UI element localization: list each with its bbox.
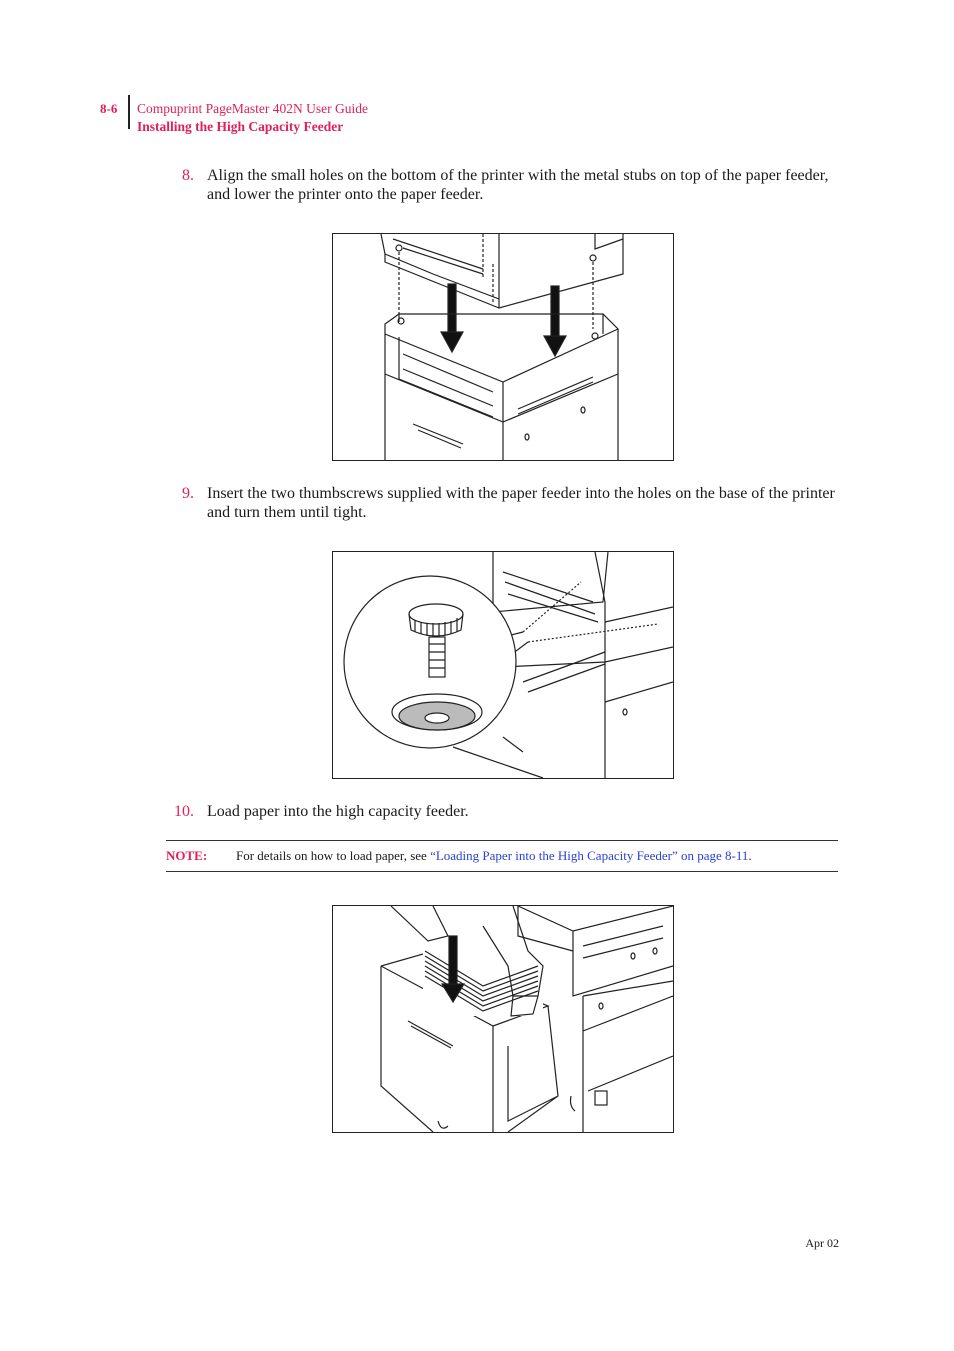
step-number: 9. bbox=[182, 485, 194, 502]
note-text bbox=[236, 848, 752, 864]
figure-thumbscrew bbox=[332, 551, 674, 779]
note-cross-reference-link[interactable]: “Loading Paper into the High Capacity Feeder” on page 8-11 bbox=[430, 848, 749, 863]
note-label: NOTE: bbox=[166, 848, 208, 863]
note-text-after: . bbox=[748, 848, 752, 863]
step-number: 8. bbox=[182, 167, 194, 184]
step-text: Insert the two thumbscrews supplied with the paper feeder into the holes on the base of the printer and turn them until tight. bbox=[207, 485, 835, 521]
step-number: 10. bbox=[174, 803, 194, 820]
figure-printer-on-feeder bbox=[332, 233, 674, 461]
header-page-number: 8-6 bbox=[100, 101, 118, 116]
header-divider bbox=[128, 95, 130, 129]
header-doc-title: Compuprint PageMaster 402N User Guide bbox=[137, 101, 368, 116]
note-text-before: For details on how to load paper, see bbox=[236, 848, 431, 863]
figure-load-paper bbox=[332, 905, 674, 1133]
step-text: Load paper into the high capacity feeder. bbox=[207, 803, 469, 820]
header-section-title: Installing the High Capacity Feeder bbox=[137, 119, 344, 134]
note-box bbox=[166, 840, 838, 872]
step-text: Align the small holes on the bottom of the printer with the metal stubs on top of the paper feeder, and lower the printer onto the paper feeder. bbox=[207, 167, 829, 203]
footer-date: Apr 02 bbox=[805, 1236, 839, 1250]
